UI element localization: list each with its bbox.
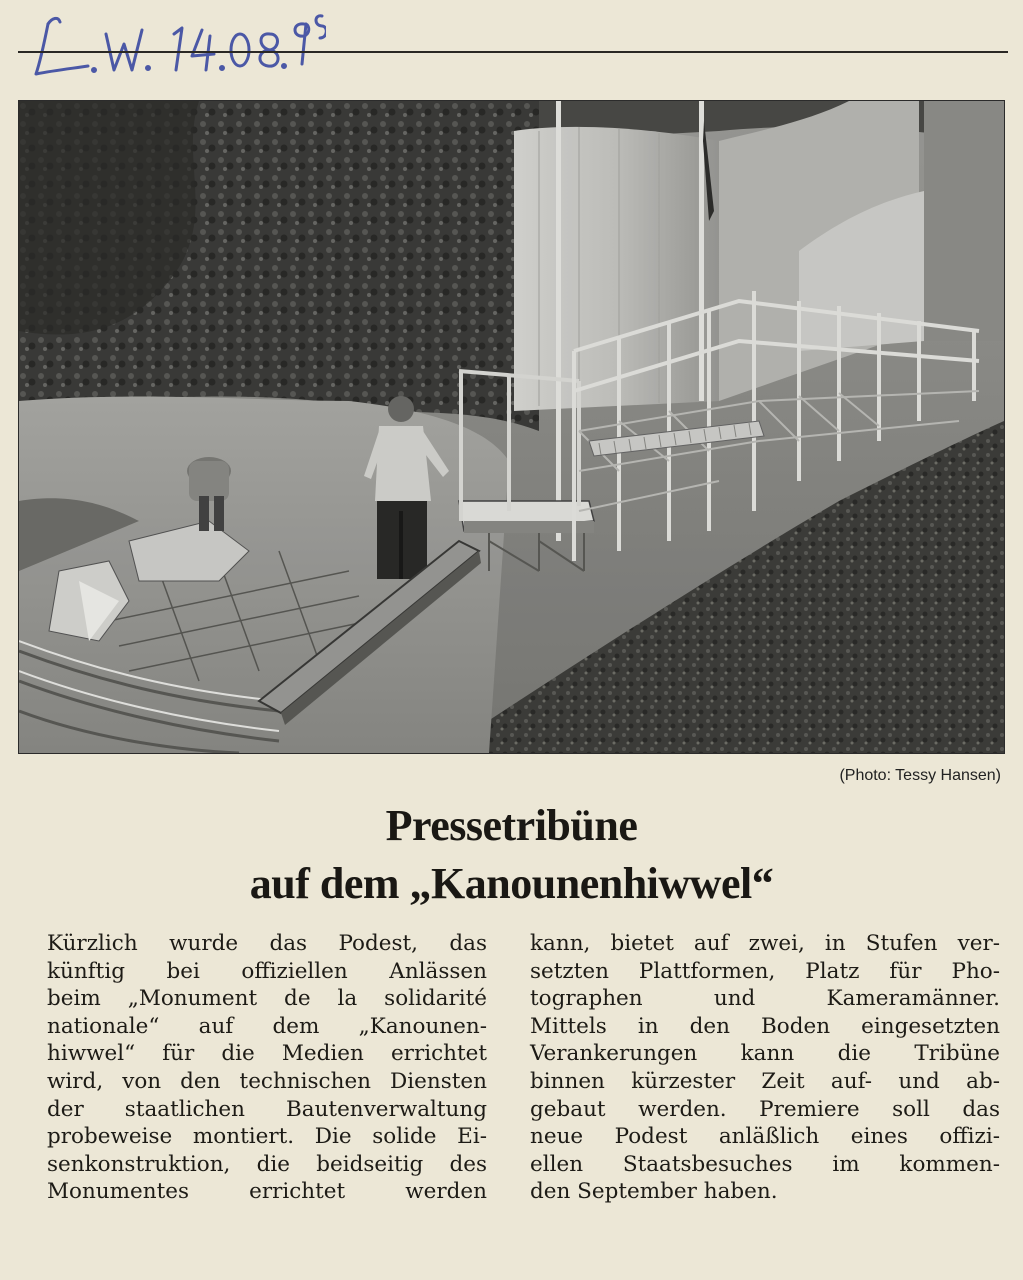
photo-credit: (Photo: Tessy Hansen) [839,767,1001,784]
body-line: kann, bietet auf zwei, in Stufen ver- [530,931,1000,956]
body-line: hiwwel“ für die Medien errichtet [47,1041,487,1067]
body-line: tographen und Kameramänner. [530,986,1000,1012]
headline-line-1: Pressetribüne [385,801,638,850]
body-line: Verankerungen kann die Tribüne [530,1041,1000,1067]
body-line: der staatlichen Bautenverwaltung [47,1096,487,1122]
article-photo [18,100,1005,754]
body-line: probeweise montiert. Die solide Ei- [47,1124,487,1150]
article-body-right-column [530,930,1000,1206]
body-line: nationale“ auf dem „Kanounen- [47,1013,487,1039]
body-line: neue Podest anläßlich eines offizi- [530,1124,1000,1150]
body-line: gebaut werden. Premiere soll das [530,1096,1000,1122]
body-line: beim „Monument de la solidarité [47,986,487,1012]
article-body-left-column [47,930,487,1206]
header-rule [18,51,1008,53]
handwritten-date-note [26,4,326,84]
body-line: senkonstruktion, die beidseitig des [47,1151,487,1177]
body-line: binnen kürzester Zeit auf- und ab- [530,1068,1000,1094]
body-line: ellen Staatsbesuches im kommen- [530,1151,1000,1177]
photo-scene [19,101,1004,753]
body-line: Kürzlich wurde das Podest, das [47,931,487,956]
body-line: Monumentes errichtet werden [47,1179,487,1205]
body-line: wird, von den technischen Diensten [47,1068,487,1094]
body-line: den September haben. [530,1179,778,1205]
headline-line-2: auf dem „Kanounenhiwwel“ [249,859,774,908]
body-line: Mittels in den Boden eingesetzten [530,1013,1000,1039]
body-line: künftig bei offiziellen Anlässen [47,958,487,984]
body-line: setzten Plattformen, Platz für Pho- [530,958,1000,984]
